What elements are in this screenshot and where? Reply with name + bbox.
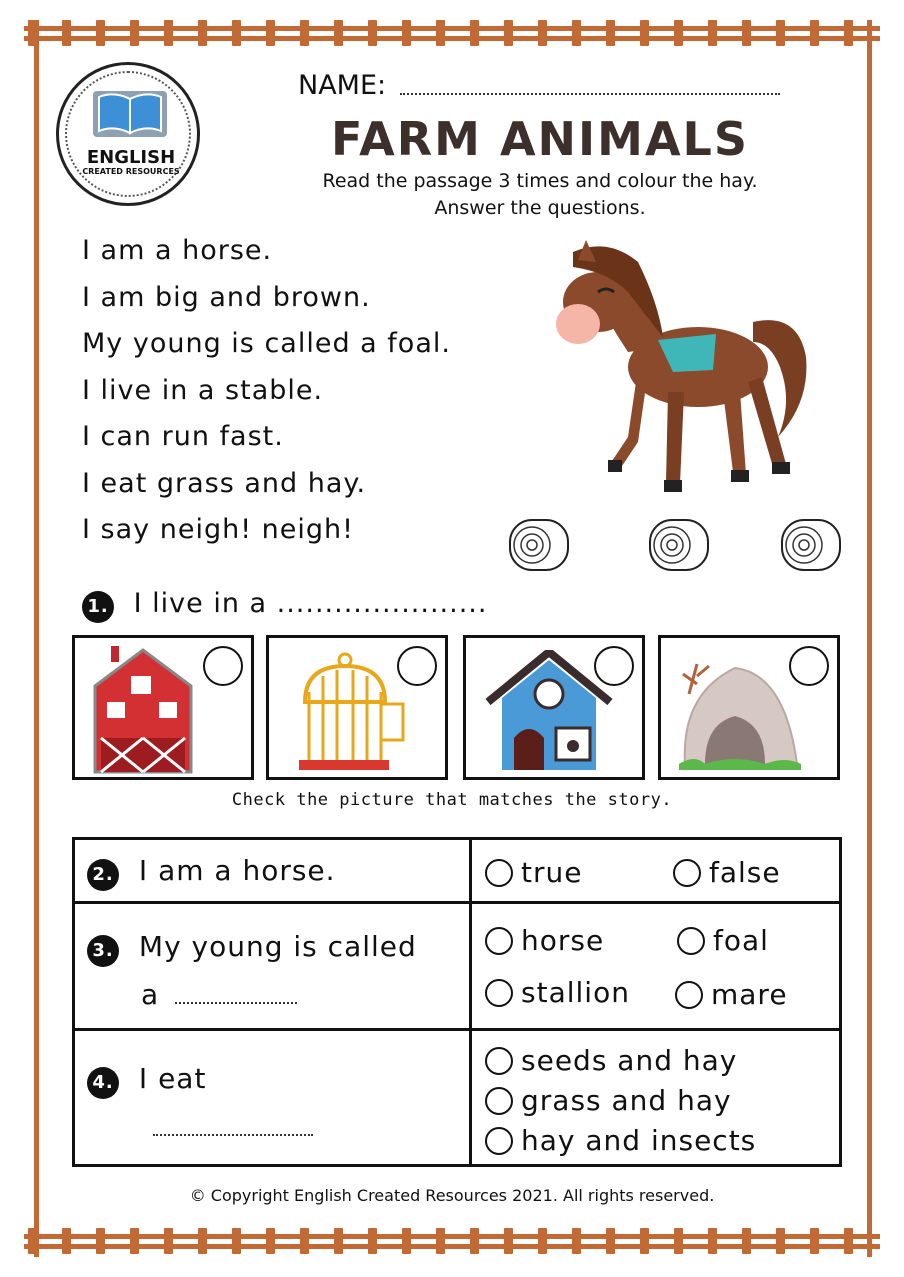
q1-caption: Check the picture that matches the story.	[231, 790, 673, 810]
passage-line: I am big and brown.	[82, 281, 371, 313]
fence-post	[844, 20, 853, 46]
radio-circle[interactable]	[485, 927, 513, 955]
fence-post	[436, 20, 445, 46]
radio-circle[interactable]	[485, 859, 513, 887]
option-label: hay and insects	[521, 1124, 757, 1157]
choice-birdcage[interactable]	[266, 635, 448, 780]
choice-barn[interactable]	[72, 635, 254, 780]
question-2-text: I am a horse.	[138, 854, 336, 887]
fence-post	[232, 1228, 241, 1254]
fence-post	[538, 20, 547, 46]
logo-word-english: ENGLISH	[86, 147, 176, 168]
choice-checkbox[interactable]	[789, 646, 829, 686]
option-mare[interactable]	[675, 978, 788, 1011]
fence-post	[300, 1228, 309, 1254]
barn-icon	[93, 646, 193, 774]
question-4	[87, 1062, 206, 1099]
fence-post	[776, 1228, 785, 1254]
name-field[interactable]	[400, 93, 780, 95]
right-border	[867, 20, 872, 1257]
choice-checkbox[interactable]	[594, 646, 634, 686]
fence-post	[198, 20, 207, 46]
fence-post	[300, 20, 309, 46]
fence-post	[96, 20, 105, 46]
question-3-text: My young is called	[138, 930, 417, 963]
radio-circle[interactable]	[485, 1047, 513, 1075]
fence-post	[776, 20, 785, 46]
question-3	[87, 930, 417, 967]
question-1	[82, 588, 487, 623]
option-false[interactable]	[673, 856, 781, 889]
left-border	[34, 20, 39, 1257]
radio-circle[interactable]	[673, 859, 701, 887]
question-4-text: I eat	[138, 1062, 207, 1095]
passage-line: I eat grass and hay.	[82, 467, 367, 499]
question-2	[87, 854, 336, 891]
passage-line: My young is called a foal.	[82, 328, 451, 359]
questions-table	[72, 837, 842, 1167]
hay-bale-3[interactable]	[780, 518, 842, 572]
fence-post	[572, 1228, 581, 1254]
hay-bale-2[interactable]	[648, 518, 710, 572]
fence-post	[674, 1228, 683, 1254]
choice-checkbox[interactable]	[397, 646, 437, 686]
fence-post	[742, 1228, 751, 1254]
fence-post	[198, 1228, 207, 1254]
logo	[56, 62, 200, 206]
fence-post	[504, 1228, 513, 1254]
fence-post	[844, 1228, 853, 1254]
question-3-line2: a	[141, 978, 160, 1011]
fence-post	[708, 20, 717, 46]
fence-post	[368, 1228, 377, 1254]
cave-icon	[675, 654, 805, 774]
fence-post	[334, 20, 343, 46]
fence-post	[436, 1228, 445, 1254]
radio-circle[interactable]	[677, 927, 705, 955]
copyright-footer: © Copyright English Created Resources 2021. All rights reserved.	[189, 1186, 715, 1205]
page-title: FARM ANIMALS	[331, 112, 749, 166]
option-label: horse	[521, 924, 605, 957]
option-hay-and-insects[interactable]	[485, 1124, 756, 1157]
fence-post	[470, 1228, 479, 1254]
fence-post	[130, 1228, 139, 1254]
choice-doghouse[interactable]	[463, 635, 645, 780]
fence-post	[368, 20, 377, 46]
book-icon	[89, 85, 171, 145]
fence-post	[232, 20, 241, 46]
option-foal[interactable]	[677, 924, 769, 957]
fence-post	[266, 20, 275, 46]
option-label: seeds and hay	[521, 1044, 738, 1077]
fence-post	[402, 20, 411, 46]
question-1-text: I live in a ......................	[133, 588, 488, 619]
option-label: mare	[711, 978, 788, 1011]
fence-post	[572, 20, 581, 46]
option-label: false	[709, 856, 781, 889]
option-label: true	[521, 856, 583, 889]
hay-bale-1[interactable]	[508, 518, 570, 572]
fence-post	[334, 1228, 343, 1254]
option-label: grass and hay	[521, 1084, 732, 1117]
option-true[interactable]	[485, 856, 582, 889]
fence-post	[504, 20, 513, 46]
radio-circle[interactable]	[675, 981, 703, 1009]
name-label: NAME:	[298, 70, 387, 101]
birdcage-icon	[295, 652, 407, 774]
fence-post	[62, 20, 71, 46]
fence-post	[538, 1228, 547, 1254]
fence-post	[640, 1228, 649, 1254]
passage-line: I live in a stable.	[82, 374, 324, 406]
fence-post	[742, 20, 751, 46]
option-label: stallion	[521, 976, 630, 1009]
fence-post	[62, 1228, 71, 1254]
fence-post	[164, 20, 173, 46]
passage-line: I say neigh! neigh!	[82, 514, 354, 545]
option-label: foal	[713, 924, 769, 957]
top-fence	[24, 20, 880, 46]
question-number: 4.	[87, 1067, 119, 1099]
fence-post	[470, 20, 479, 46]
fence-post	[402, 1228, 411, 1254]
option-horse[interactable]	[485, 924, 604, 957]
fence-post	[640, 20, 649, 46]
passage-line: I am a horse.	[82, 235, 273, 266]
fence-post	[164, 1228, 173, 1254]
fence-post	[96, 1228, 105, 1254]
fence-post	[810, 20, 819, 46]
radio-circle[interactable]	[485, 979, 513, 1007]
choice-checkbox[interactable]	[203, 646, 243, 686]
choice-cave[interactable]	[658, 635, 840, 780]
passage-line: I can run fast.	[82, 421, 284, 452]
logo-word-resources: CREATED RESOURCES	[82, 167, 180, 176]
radio-circle[interactable]	[485, 1087, 513, 1115]
passage	[82, 232, 451, 558]
fence-post	[810, 1228, 819, 1254]
horse-illustration	[548, 232, 818, 502]
radio-circle[interactable]	[485, 1127, 513, 1155]
question-number: 1.	[82, 591, 114, 623]
fence-post	[674, 20, 683, 46]
instruction-line-2: Answer the questions.	[434, 197, 646, 219]
fence-post	[266, 1228, 275, 1254]
question-number: 3.	[87, 935, 119, 967]
option-grass-and-hay[interactable]	[485, 1084, 732, 1117]
instruction-line-1: Read the passage 3 times and colour the hay.	[322, 170, 758, 192]
q3-answer-blank[interactable]	[175, 1002, 297, 1004]
fence-post	[606, 1228, 615, 1254]
bottom-fence	[24, 1228, 880, 1254]
q4-answer-blank[interactable]	[153, 1134, 313, 1136]
option-seeds-and-hay[interactable]	[485, 1044, 737, 1077]
question-number: 2.	[87, 859, 119, 891]
fence-post	[708, 1228, 717, 1254]
option-stallion[interactable]	[485, 976, 630, 1009]
fence-post	[130, 20, 139, 46]
fence-post	[606, 20, 615, 46]
